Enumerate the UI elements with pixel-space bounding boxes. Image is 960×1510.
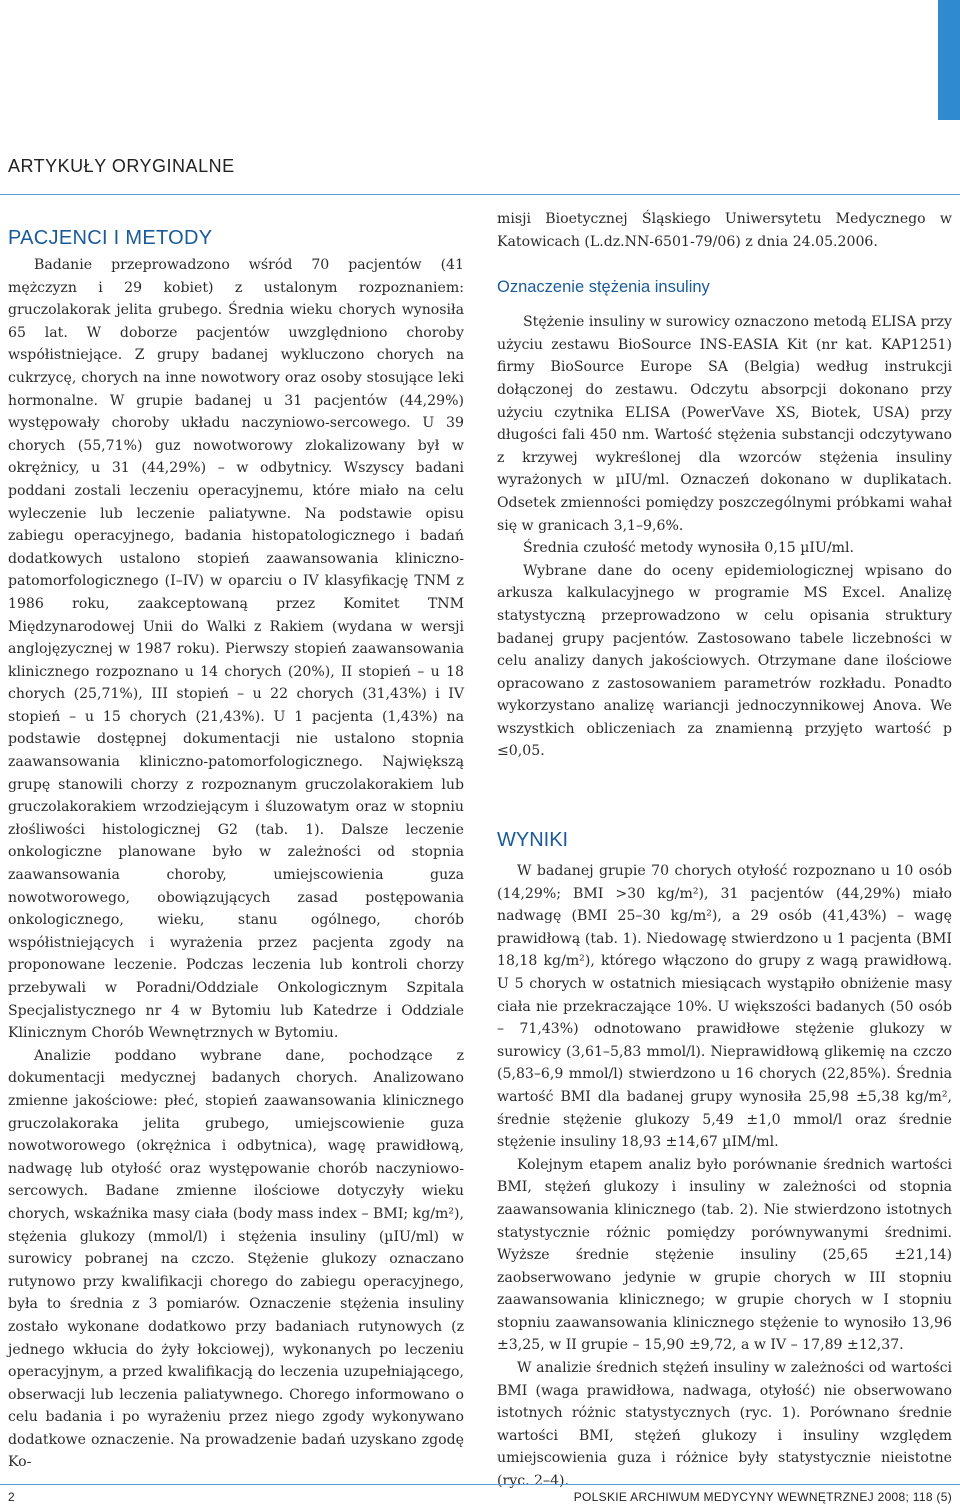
accent-bar <box>938 0 960 120</box>
right-column <box>497 208 952 763</box>
heading-pacjenci-i-metody: PACJENCI I METODY <box>8 227 213 249</box>
insulin-paragraph-1: Stężenie insuliny w surowicy oznaczono metodą ELISA przy użyciu zestawu BioSource INS-EASIA Kit (nr kat. KAP1251) firmy BioSource Europe SA (Belgia) według instrukcji dołączonej do zestawu. Odczytu absorpcji dokonano przy użyciu czytnika ELISA (PowerVave XS, Biotek, USA) przy długości fali 450 nm. Wartość stężenia substancji odczytywano z krzywej wykreślonej dla wzorców stężenia insuliny wyrażonych w µIU/ml. Oznaczeń dokonano w duplikatach. Odsetek zmienności pomiędzy poszczególnymi próbkami wahał się w granicach 3,1–9,6%. <box>497 314 952 534</box>
insulin-paragraph-2: Średnia czułość metody wynosiła 0,15 µIU/ml. <box>523 540 854 557</box>
results-paragraph-2: Kolejnym etapem analiz było porównanie średnich wartości BMI, stężeń glukozy i insuliny w zależności od stopnia zaawansowania klinicznego (tab. 2). Nie stwierdzono istotnych statystycznie różnic pomiędzy porównywanymi średnimi. Wyższe średnie stężenie insuliny (25,65 ±21,14) zaobserwowano jedynie w grupie chorych w III stopniu zaawansowania klinicznego; w grupie chorych w I stopniu stopniu zaawansowania klinicznego stężenie to wynosiło 13,96 ±3,25, w II grupie – 15,90 ±9,72, a w IV – 17,89 ±12,37. <box>497 1156 952 1354</box>
section-header: ARTYKUŁY ORYGINALNE <box>8 156 235 176</box>
insulin-paragraph-3: Wybrane dane do oceny epidemiologicznej wpisano do arkusza kalkulacyjnego w programie MS Excel. Analizę statystyczną przeprowadzono w celu opisania struktury badanej grupy pacjentów. Zastosowano tabele liczebności w celu analizy danych jakościowych. Otrzymane dane ilościowe opracowano z zastosowaniem parametrów rozkładu. Ponadto wykorzystano analizę wariancji jednoczynnikowej Anova. We wszystkich obliczeniach za znamienną przyjęto wartość p ≤0,05. <box>497 562 952 760</box>
results-section <box>497 826 952 1493</box>
heading-wyniki: WYNIKI <box>497 829 569 851</box>
results-paragraph-1: W badanej grupie 70 chorych otyłość rozpoznano u 10 osób (14,29%; BMI >30 kg/m²), 31 pacjentów (44,29%) miało nadwagę (BMI 25–30 kg/m²), a 29 osób (41,43%) – wagę prawidłową (tab. 1). Niedowagę stwierdzono u 1 pacjenta (BMI 18,18 kg/m²), którego włączono do grupy z wagą prawidłową. U 5 chorych w ostatnich miesiącach wystąpiło obniżenie masy ciała nie przekraczające 10%. U większości badanych (50 osób – 71,43%) odnotowano prawidłowe stężenie glukozy w surowicy (3,61–5,83 mmol/l). Nieprawidłową glikemię na czczo (5,83–6,9 mmol/l) stwierdzono u 16 chorych (22,85%). Średnia wartość BMI dla badanej grupy wynosiła 25,98 ±5,38 kg/m², średnie stężenie glukozy 5,49 ±1,0 mmol/l oraz średnie stężenie insuliny 18,93 ±14,67 µIM/ml. <box>497 863 952 1151</box>
page-number: 2 <box>8 1490 15 1504</box>
footer-rule <box>0 1484 960 1485</box>
heading-oznaczenie-insuliny: Oznaczenie stężenia insuliny <box>497 278 710 297</box>
journal-citation: POLSKIE ARCHIWUM MEDYCYNY WEWNĘTRZNEJ 2008; 118 (5) <box>573 1490 952 1504</box>
left-column <box>8 208 464 1474</box>
results-paragraph-3: W analizie średnich stężeń insuliny w zależności od wartości BMI (waga prawidłowa, nadwaga, otyłość) nie obserwowano istotnych różnic statystycznych (ryc. 1). Porównano średnie wartości BMI, stężeń glukozy i insuliny względem umiejscowienia guza i różnice były statystycznie nieistotne (ryc. 2–4). <box>497 1360 952 1490</box>
header-rule <box>0 194 960 195</box>
methods-paragraph-2: Analizie poddano wybrane dane, pochodzące z dokumentacji medycznej badanych chorych. Analizowano zmienne jakościowe: płeć, stopień zaawansowania klinicznego gruczolakoraka jelita grubego, umiejscowienie guza nowotworowego (okrężnica i odbytnica), wagę prawidłową, nadwagę lub otyłość oraz występowanie chorób naczyniowo-sercowych. Badane zmienne ilościowe dotyczyły wieku chorych, wskaźnika masy ciała (body mass index – BMI; kg/m²), stężenia glukozy (mmol/l) i stężenia insuliny (µIU/ml) w surowicy pobranej na czczo. Stężenie glukozy oznaczano rutynowo przy kwalifikacji chorego do zabiegu operacyjnego, była to średnia z 3 pomiarów. Oznaczenie stężenia insuliny zostało wykonane dodatkowo przy badaniach rutynowych (z jednego wkłucia do żyły łokciowej), wykonanych po leczeniu operacyjnym, a przed kwalifikacją do leczenia uzupełniającego, obserwacji lub leczenia paliatywnego. Chorego informowano o celu badania i po wyrażeniu przez niego zgody wykonywano dodatkowe oznaczenie. Na prowadzenie badań uzyskano zgodę Ko- <box>8 1047 464 1471</box>
ethics-continuation: misji Bioetycznej Śląskiego Uniwersytetu Medycznego w Katowicach (L.dz.NN-6501-79/06) z dnia 24.05.2006. <box>497 211 952 250</box>
methods-paragraph-1: Badanie przeprowadzono wśród 70 pacjentów (41 mężczyzn i 29 kobiet) z ustalonym rozpoznaniem: gruczolakorak jelita grubego. Średnia wieku chorych wynosiła 65 lat. W doborze pacjentów uwzględniono choroby współistniejące. Z grupy badanej wykluczono chorych na cukrzycę, chorych na inne nowotwory oraz osoby stosujące leki hormonalne. W grupie badanej u 31 pacjentów (44,29%) występowały choroby układu naczyniowo-sercowego. U 39 chorych (55,71%) guz nowotworowy zlokalizowany był w okrężnicy, u 31 (44,29%) – w odbytnicy. Wszyscy badani poddani zostali leczeniu operacyjnemu, które miało na celu wyleczenie lub leczenie paliatywne. Na podstawie opisu zabiegu operacyjnego, badania histopatologicznego i badań dodatkowych ustalono stopień zaawansowania kliniczno-patomorfologicznego (I–IV) w oparciu o IV klasyfikację TNM z 1986 roku, zaakceptowaną przez Komitet TNM Międzynarodowej Unii do Walki z Rakiem (wydana w wersji anglojęzycznej w 1987 roku). Pierwszy stopień zaawansowania klinicznego rozpoznano u 14 chorych (20%), II stopień – u 18 chorych (25,71%), III stopień – u 22 chorych (31,43%) i IV stopień – u 15 chorych (21,43%). U 1 pacjenta (1,43%) na podstawie dostępnej dokumentacji nie ustalono stopnia zaawansowania kliniczno-patomorfologicznego. Największą grupę stanowili chorzy z rozpoznanym gruczolakorakiem lub gruczolakorakiem wrzodziejącym i śluzowatym oraz w stopniu złośliwości histologicznej G2 (tab. 1). Dalsze leczenie onkologiczne planowane było w zależności od stopnia zaawansowania choroby, umiejscowienia guza nowotworowego, obowiązujących zasad postępowania onkologicznego, wieku, stanu ogólnego, chorób współistniejących i wyrażenia przez pacjenta zgody na proponowane leczenie. Podczas leczenia lub kontroli chorzy przebywali w Poradni/Oddziale Onkologicznym Szpitala Specjalistycznego nr 4 w Bytomiu lub Katedrze i Oddziale Klinicznym Chorób Wewnętrznych w Bytomiu. <box>8 257 464 1042</box>
